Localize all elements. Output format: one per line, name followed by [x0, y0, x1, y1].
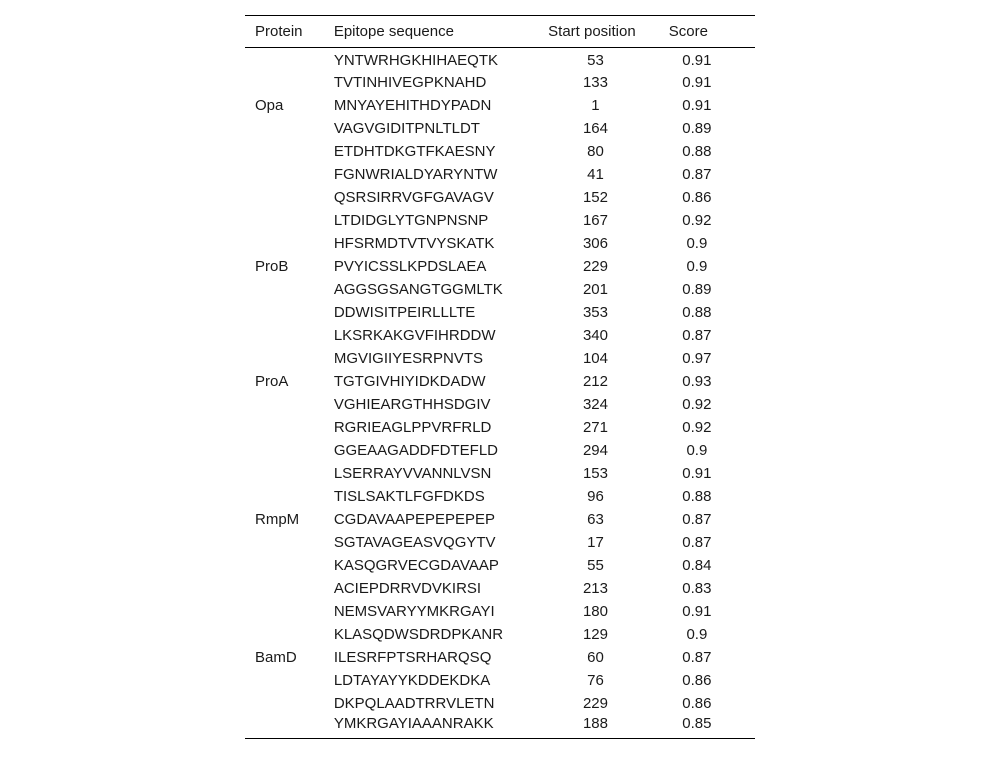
- cell-epitope-sequence: KASQGRVECGDAVAAP: [333, 556, 499, 574]
- cell-epitope-sequence: LKSRKAKGVFIHRDDW: [333, 326, 496, 344]
- table-row: [245, 439, 755, 462]
- cell-epitope-sequence: LDTAYAYYKDDEKDKA: [333, 671, 491, 689]
- cell-epitope-sequence: YNTWRHGKHIHAEQTK: [333, 51, 499, 69]
- header-score: Score: [668, 23, 708, 40]
- cell-start-position: 306: [582, 234, 608, 252]
- table-body: [245, 48, 755, 739]
- cell-start-position: 153: [582, 464, 608, 482]
- cell-score: 0.88: [682, 142, 712, 160]
- cell-protein: [245, 209, 334, 232]
- table-row: [245, 301, 755, 324]
- cell-start-position: 188: [582, 714, 608, 732]
- cell-score: 0.87: [682, 165, 712, 183]
- cell-protein: ProA: [255, 372, 289, 390]
- cell-protein: RmpM: [255, 510, 300, 528]
- cell-score: 0.89: [682, 119, 712, 137]
- cell-epitope-sequence: TVTINHIVEGPKNAHD: [333, 73, 487, 91]
- table-row: [245, 462, 755, 485]
- cell-epitope-sequence: YMKRGAYIAAANRAKK: [333, 714, 494, 732]
- cell-protein: Opa: [255, 96, 284, 114]
- cell-score: 0.9: [686, 441, 708, 459]
- table-row: [245, 163, 755, 186]
- cell-epitope-sequence: GGEAAGADDFDTEFLD: [333, 441, 499, 459]
- table-row: [245, 692, 755, 715]
- cell-score: 0.88: [682, 487, 712, 505]
- cell-score: 0.91: [682, 73, 712, 91]
- cell-score: 0.84: [682, 556, 712, 574]
- cell-protein: [245, 669, 334, 692]
- table-row: [245, 209, 755, 232]
- cell-protein: [245, 324, 334, 347]
- cell-score: 0.83: [682, 579, 712, 597]
- cell-start-position: 180: [582, 602, 608, 620]
- table-header: [245, 16, 755, 48]
- cell-protein: [245, 301, 334, 324]
- cell-start-position: 340: [582, 326, 608, 344]
- cell-start-position: 80: [587, 142, 604, 160]
- cell-start-position: 324: [582, 395, 608, 413]
- cell-start-position: 60: [587, 648, 604, 666]
- cell-start-position: 96: [587, 487, 604, 505]
- cell-epitope-sequence: RGRIEAGLPPVRFRLD: [333, 418, 492, 436]
- cell-protein: [245, 117, 334, 140]
- cell-start-position: 63: [587, 510, 604, 528]
- cell-score: 0.93: [682, 372, 712, 390]
- table-row: [245, 186, 755, 209]
- table-row: [245, 669, 755, 692]
- cell-start-position: 229: [582, 694, 608, 712]
- cell-start-position: 152: [582, 188, 608, 206]
- cell-protein: BamD: [255, 648, 297, 666]
- cell-epitope-sequence: SGTAVAGEASVQGYTV: [333, 533, 496, 551]
- table-row: [245, 117, 755, 140]
- cell-epitope-sequence: DKPQLAADTRRVLETN: [333, 694, 495, 712]
- cell-start-position: 55: [587, 556, 604, 574]
- cell-start-position: 294: [582, 441, 608, 459]
- cell-protein: [245, 577, 334, 600]
- table-row: [245, 48, 755, 71]
- cell-epitope-sequence: ILESRFPTSRHARQSQ: [333, 648, 492, 666]
- cell-protein: [245, 715, 334, 739]
- cell-score: 0.92: [682, 418, 712, 436]
- cell-epitope-sequence: FGNWRIALDYARYNTW: [333, 165, 498, 183]
- cell-score: 0.91: [682, 464, 712, 482]
- cell-epitope-sequence: PVYICSSLKPDSLAEA: [333, 257, 487, 275]
- cell-protein: [245, 416, 334, 439]
- cell-protein: [245, 232, 334, 255]
- cell-protein: [245, 623, 334, 646]
- cell-start-position: 167: [582, 211, 608, 229]
- cell-epitope-sequence: QSRSIRRVGFGAVAGV: [333, 188, 494, 206]
- cell-score: 0.9: [686, 625, 708, 643]
- cell-epitope-sequence: CGDAVAAPEPEPEPEP: [333, 510, 495, 528]
- cell-start-position: 104: [582, 349, 608, 367]
- cell-protein: [245, 439, 334, 462]
- cell-epitope-sequence: LSERRAYVVANNLVSN: [333, 464, 492, 482]
- cell-start-position: 129: [582, 625, 608, 643]
- cell-score: 0.91: [682, 51, 712, 69]
- cell-start-position: 17: [587, 533, 604, 551]
- cell-start-position: 271: [582, 418, 608, 436]
- cell-epitope-sequence: KLASQDWSDRDPKANR: [333, 625, 504, 643]
- cell-start-position: 1: [591, 96, 600, 114]
- cell-epitope-sequence: ETDHTDKGTFKAESNY: [333, 142, 496, 160]
- cell-epitope-sequence: TGTGIVHIYIDKDADW: [333, 372, 486, 390]
- cell-epitope-sequence: DDWISITPEIRLLLTE: [333, 303, 476, 321]
- cell-start-position: 133: [582, 73, 608, 91]
- cell-protein: [245, 48, 334, 71]
- cell-protein: [245, 71, 334, 94]
- cell-protein: [245, 278, 334, 301]
- cell-start-position: 353: [582, 303, 608, 321]
- cell-score: 0.87: [682, 533, 712, 551]
- table-row: [245, 278, 755, 301]
- cell-protein: [245, 462, 334, 485]
- cell-protein: [245, 554, 334, 577]
- cell-epitope-sequence: TISLSAKTLFGFDKDS: [333, 487, 485, 505]
- epitope-table-container: [245, 15, 755, 739]
- epitope-table: [245, 15, 755, 739]
- cell-score: 0.87: [682, 648, 712, 666]
- cell-score: 0.89: [682, 280, 712, 298]
- table-row: [245, 370, 755, 393]
- table-row: [245, 577, 755, 600]
- cell-score: 0.87: [682, 326, 712, 344]
- cell-start-position: 212: [582, 372, 608, 390]
- cell-protein: [245, 163, 334, 186]
- table-row: [245, 232, 755, 255]
- cell-score: 0.86: [682, 188, 712, 206]
- cell-score: 0.85: [682, 714, 712, 732]
- header-row: [245, 16, 755, 48]
- table-row: [245, 623, 755, 646]
- cell-epitope-sequence: MGVIGIIYESRPNVTS: [333, 349, 484, 367]
- cell-protein: [245, 347, 334, 370]
- cell-score: 0.86: [682, 671, 712, 689]
- header-start-position: Start position: [548, 23, 636, 40]
- cell-score: 0.87: [682, 510, 712, 528]
- cell-epitope-sequence: LTDIDGLYTGNPNSNP: [333, 211, 489, 229]
- cell-protein: ProB: [255, 257, 289, 275]
- cell-epitope-sequence: VGHIEARGTHHSDGIV: [333, 395, 491, 413]
- table-row: [245, 71, 755, 94]
- cell-start-position: 213: [582, 579, 608, 597]
- header-epitope-sequence: Epitope sequence: [333, 23, 454, 40]
- cell-start-position: 229: [582, 257, 608, 275]
- table-row: [245, 416, 755, 439]
- cell-epitope-sequence: VAGVGIDITPNLTLDT: [333, 119, 480, 137]
- table-row: [245, 140, 755, 163]
- table-row: [245, 324, 755, 347]
- cell-epitope-sequence: MNYAYEHITHDYPADN: [333, 96, 492, 114]
- cell-epitope-sequence: HFSRMDTVTVYSKATK: [333, 234, 495, 252]
- table-row: [245, 485, 755, 508]
- table-row: [245, 347, 755, 370]
- cell-protein: [245, 531, 334, 554]
- table-row: [245, 508, 755, 531]
- table-row: [245, 646, 755, 669]
- cell-score: 0.91: [682, 96, 712, 114]
- cell-score: 0.97: [682, 349, 712, 367]
- header-protein: Protein: [255, 23, 303, 40]
- cell-score: 0.9: [686, 234, 708, 252]
- cell-protein: [245, 186, 334, 209]
- table-row: [245, 393, 755, 416]
- table-row: [245, 255, 755, 278]
- cell-epitope-sequence: ACIEPDRRVDVKIRSI: [333, 579, 482, 597]
- cell-epitope-sequence: NEMSVARYYMKRGAYI: [333, 602, 495, 620]
- table-row: [245, 531, 755, 554]
- cell-epitope-sequence: AGGSGSANGTGGMLTK: [333, 280, 503, 298]
- table-row: [245, 600, 755, 623]
- cell-start-position: 76: [587, 671, 604, 689]
- cell-score: 0.86: [682, 694, 712, 712]
- cell-score: 0.88: [682, 303, 712, 321]
- cell-score: 0.92: [682, 211, 712, 229]
- cell-protein: [245, 692, 334, 715]
- cell-start-position: 201: [582, 280, 608, 298]
- cell-start-position: 164: [582, 119, 608, 137]
- cell-score: 0.9: [686, 257, 708, 275]
- table-row: [245, 554, 755, 577]
- cell-score: 0.91: [682, 602, 712, 620]
- cell-protein: [245, 600, 334, 623]
- table-row: [245, 715, 755, 739]
- cell-start-position: 41: [587, 165, 604, 183]
- cell-start-position: 53: [587, 51, 604, 69]
- cell-protein: [245, 393, 334, 416]
- cell-protein: [245, 140, 334, 163]
- cell-protein: [245, 485, 334, 508]
- cell-score: 0.92: [682, 395, 712, 413]
- table-row: [245, 94, 755, 117]
